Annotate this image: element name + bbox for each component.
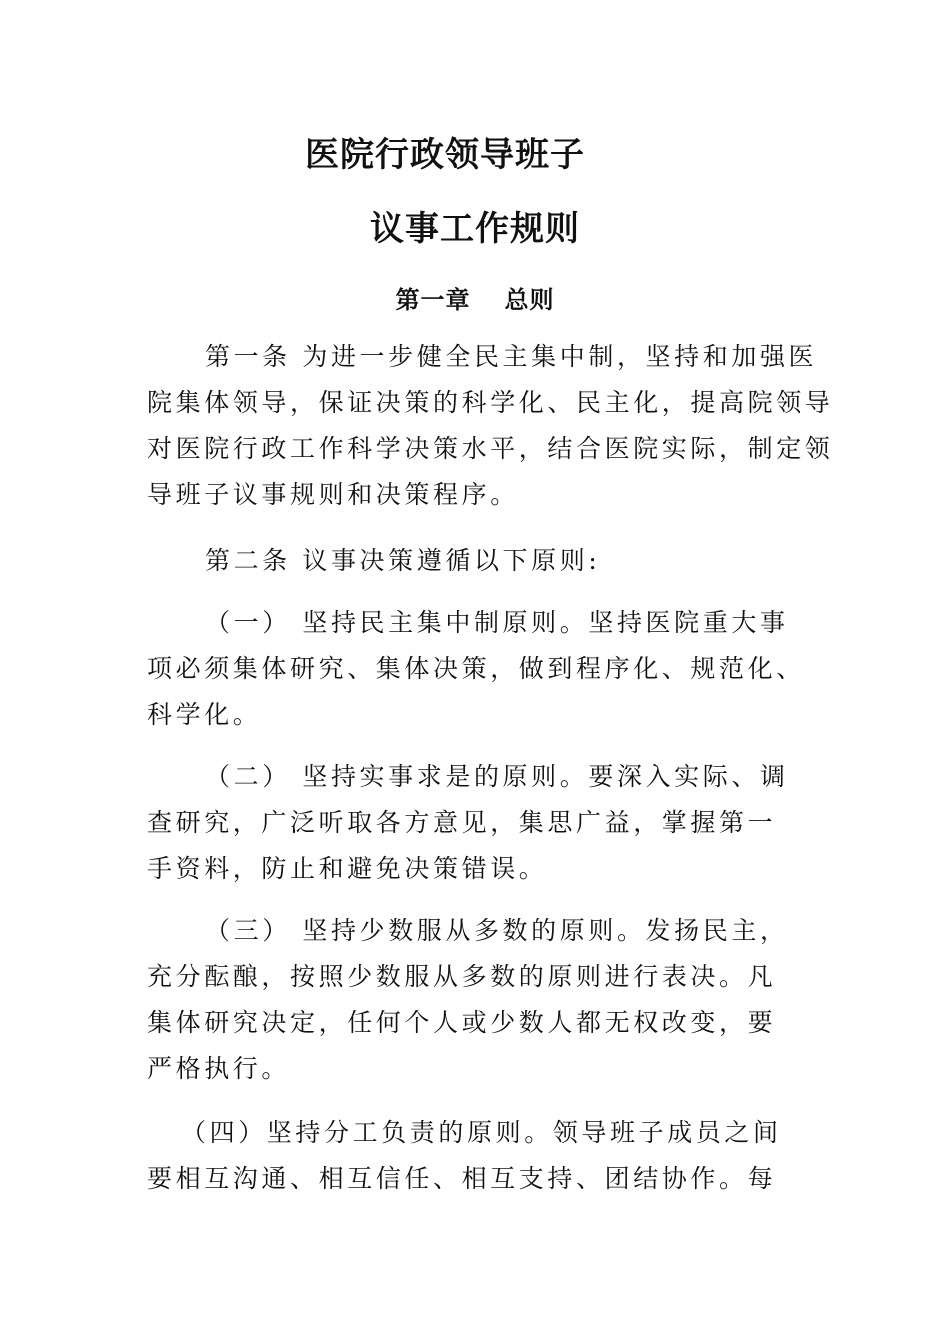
paragraph-line: （四）坚持分工负责的原则。领导班子成员之间 — [181, 1118, 782, 1147]
paragraph-line: （三） 坚持少数服从多数的原则。发扬民主， — [205, 916, 789, 945]
paragraph-line: （一） 坚持民主集中制原则。坚持医院重大事 — [205, 608, 789, 637]
document-title-line2: 议事工作规则 — [370, 209, 580, 249]
paragraph-line: 对医院行政工作科学决策水平，结合医院实际，制定领 — [147, 434, 834, 463]
chapter-number: 第一章 — [395, 286, 471, 314]
article-2 — [147, 538, 807, 584]
principle-1 — [147, 600, 807, 738]
paragraph-line: 集体研究决定，任何个人或少数人都无权改变，要 — [147, 1008, 777, 1037]
chapter-heading — [0, 280, 950, 315]
paragraph-line: 要相互沟通、相互信任、相互支持、团结协作。每 — [147, 1164, 777, 1193]
paragraph-line: （二） 坚持实事求是的原则。要深入实际、调 — [205, 762, 789, 791]
paragraph-line: 项必须集体研究、集体决策，做到程序化、规范化、 — [147, 654, 805, 683]
paragraph-line: 查研究，广泛听取各方意见，集思广益，掌握第一 — [147, 808, 777, 837]
paragraph-line: 严格执行。 — [147, 1054, 291, 1083]
chapter-name: 总则 — [504, 286, 555, 314]
paragraph-line: 第二条 议事决策遵循以下原则: — [205, 546, 601, 575]
paragraph-line: 充分酝酿，按照少数服从多数的原则进行表决。凡 — [147, 962, 777, 991]
principle-3 — [147, 908, 807, 1092]
paragraph-line: 院集体领导，保证决策的科学化、民主化，提高院领导 — [147, 388, 834, 417]
principle-2 — [147, 754, 807, 892]
document-title-line1: 医院行政领导班子 — [305, 135, 585, 175]
paragraph-line: 第一条 为进一步健全民主集中制，坚持和加强医 — [205, 342, 818, 371]
principle-4 — [147, 1110, 807, 1202]
paragraph-line: 手资料，防止和避免决策错误。 — [147, 854, 548, 883]
paragraph-line: 科学化。 — [147, 700, 262, 729]
article-1 — [147, 334, 834, 518]
paragraph-line: 导班子议事规则和决策程序。 — [147, 480, 519, 509]
